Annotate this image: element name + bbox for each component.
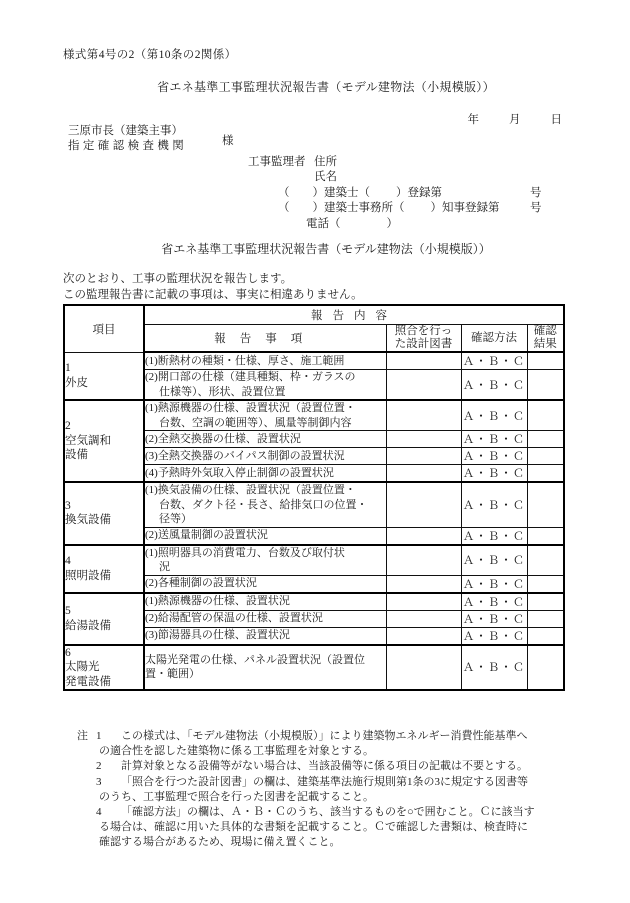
date-year: 年 (467, 114, 479, 126)
item-line: 太陽光発電の仕様、パネル設置状況（設置 (145, 653, 354, 666)
supervision-report-table (63, 304, 565, 691)
method-cell[interactable]: Ａ・Ｂ・Ｃ (461, 370, 527, 401)
header-method: 確認方法 (461, 325, 527, 353)
report-item-cell (144, 352, 386, 370)
header-result: 確認 結果 (527, 325, 564, 353)
report-item-cell (144, 545, 386, 576)
note-body (99, 775, 573, 805)
section-name-line: 給湯設備 (65, 619, 111, 632)
reference-doc-cell[interactable] (386, 593, 461, 611)
method-cell[interactable]: Ａ・Ｂ・Ｃ (461, 627, 527, 645)
reference-doc-cell[interactable] (386, 482, 461, 527)
note-line: る場合は、確認に用いた具体的な書類を記載すること。Ｃで確認した書類は、検査時に (99, 821, 528, 834)
addressee-honorific: 様 (222, 135, 234, 147)
item-line: (1)断熱材の種類・仕様、厚さ、施工範囲 (145, 354, 345, 367)
note-item (63, 729, 573, 759)
item-line: 位置・範囲） (145, 653, 365, 681)
report-item-cell (144, 400, 386, 431)
notes-label: 注 (77, 730, 88, 742)
supervisor-address-row (248, 155, 500, 170)
result-cell[interactable] (527, 575, 564, 593)
supervisor-name-row (248, 170, 500, 185)
method-cell[interactable]: Ａ・Ｂ・Ｃ (461, 482, 527, 527)
table-row (64, 482, 564, 527)
item-line: (3)全熱交換器のバイパス制御の設置状況 (145, 449, 345, 462)
supervisor-architect-row (248, 186, 542, 201)
table-row (64, 593, 564, 611)
section-name-line: 空気調和 (65, 434, 111, 447)
supervisor-block (248, 155, 542, 232)
date-day: 日 (550, 114, 562, 126)
table-row (64, 645, 564, 691)
result-cell[interactable] (527, 610, 564, 627)
intro-text (63, 272, 363, 303)
method-cell[interactable]: Ａ・Ｂ・Ｃ (461, 400, 527, 431)
section-category (64, 593, 144, 645)
method-cell[interactable]: Ａ・Ｂ・Ｃ (461, 575, 527, 593)
item-line: (1)照明器具の消費電力、台数及び取付状 (145, 546, 345, 559)
section-number: 2 (65, 420, 71, 433)
intro-line-2: この監理報告書に記載の事項は、事実に相違ありません。 (63, 288, 363, 301)
notes-block (63, 729, 573, 851)
report-item-cell (144, 448, 386, 465)
item-line: (1)熱源機器の仕様、設置状況（設置位置・ (145, 402, 356, 414)
note-line: 「照合を行つた設計図書」の欄は、建築基準法施行規則第1条の3に規定する図書等 (121, 775, 528, 788)
reference-doc-cell[interactable] (386, 448, 461, 465)
header-item: 項目 (64, 305, 144, 352)
item-line: 仕様等）、形状、設置位置 (159, 385, 286, 398)
office-number-unit: 号 (530, 202, 542, 215)
report-item-cell (144, 370, 386, 401)
item-line: (1)換気設備の仕様、設置状況（設置位置・ (145, 484, 356, 496)
reference-doc-cell[interactable] (386, 370, 461, 401)
table-row (64, 352, 564, 370)
supervisor-tel-row (248, 217, 500, 232)
form-number: 様式第4号の2（第10条の2関係） (63, 49, 237, 61)
note-number: 2 (96, 760, 102, 773)
section-name-line: 発電設備 (65, 675, 111, 688)
method-cell[interactable]: Ａ・Ｂ・Ｃ (461, 431, 527, 448)
reference-doc-cell[interactable] (386, 527, 461, 545)
section-category (64, 645, 144, 691)
report-item-cell (144, 575, 386, 593)
intro-line-1: 次のとおり、工事の監理状況を報告します。 (63, 273, 293, 285)
method-cell[interactable]: Ａ・Ｂ・Ｃ (461, 465, 527, 483)
document-title-repeat: 省エネ基準工事監理状況報告書（モデル建物法（小規模版）） (161, 242, 491, 256)
reference-doc-cell[interactable] (386, 545, 461, 576)
method-cell[interactable]: Ａ・Ｂ・Ｃ (461, 352, 527, 370)
section-name-line: 外皮 (65, 376, 88, 389)
report-item-cell (144, 593, 386, 611)
section-number: 5 (65, 605, 71, 617)
architect-paren-2 (370, 186, 396, 201)
section-number: 6 (65, 646, 71, 659)
result-cell[interactable] (527, 352, 564, 370)
result-cell[interactable] (527, 482, 564, 527)
supervisor-address-label: 住所 (314, 156, 337, 168)
reference-doc-cell[interactable] (386, 465, 461, 483)
method-cell[interactable]: Ａ・Ｂ・Ｃ (461, 527, 527, 545)
header-reference-doc: 照合を行っ た設計図書 (386, 325, 461, 353)
office-paren: （ ） (278, 202, 324, 215)
report-item-cell (144, 610, 386, 627)
note-item (63, 759, 573, 774)
office-reg-text: ）知事登録第 (430, 202, 500, 215)
result-cell[interactable] (527, 593, 564, 611)
item-line: (2)送風量制御の設置状況 (145, 529, 268, 542)
section-category (64, 482, 144, 545)
item-line: 台数、空調の範囲等）、風量等制御内容 (159, 416, 352, 429)
result-cell[interactable] (527, 545, 564, 576)
header-report-matter: 報告事項 (144, 325, 386, 353)
section-number: 1 (65, 362, 71, 375)
note-item (63, 805, 573, 851)
item-line: 況 (159, 561, 170, 573)
report-item-cell (144, 527, 386, 545)
architect-number-unit: 号 (530, 186, 542, 199)
date-line (468, 111, 563, 127)
item-line: (3)節湯器具の仕様、設置状況 (145, 629, 290, 642)
section-number: 4 (65, 555, 71, 567)
table-header-row-1 (64, 305, 564, 325)
supervisor-role-label: 工事監理者 (248, 156, 306, 168)
section-category (64, 400, 144, 482)
report-item-cell (144, 465, 386, 483)
architect-reg-text: ）登録第 (396, 186, 442, 199)
result-cell[interactable] (527, 527, 564, 545)
report-item-cell (144, 482, 386, 527)
date-month: 月 (509, 114, 521, 126)
reference-doc-cell[interactable] (386, 575, 461, 593)
reference-doc-cell[interactable] (386, 645, 461, 691)
note-number: 1 (96, 730, 102, 742)
method-cell[interactable]: Ａ・Ｂ・Ｃ (461, 645, 527, 691)
supervisor-office-row (248, 201, 542, 216)
note-line: 確認する場合があるため、現場に備え置くこと。 (99, 836, 341, 849)
addressee-block (68, 124, 187, 154)
report-item-cell (144, 627, 386, 645)
office-paren-2 (405, 201, 431, 216)
section-category (64, 545, 144, 593)
note-body (99, 729, 573, 759)
header-report-content: 報告内容 (144, 305, 564, 325)
note-body (109, 759, 573, 774)
report-item-cell (144, 645, 386, 691)
note-line: 「確認方法」の欄は、Ａ・Ｂ・Ｃのうち、該当するものを○で囲むこと。Ｃに該当す (121, 806, 535, 819)
method-cell[interactable]: Ａ・Ｂ・Ｃ (461, 545, 527, 576)
result-cell[interactable] (527, 370, 564, 401)
note-item (63, 775, 573, 805)
table-row (64, 400, 564, 431)
supervisor-name-label: 氏名 (314, 171, 337, 184)
note-number: 4 (96, 806, 102, 819)
item-line: (2)各種制御の設置状況 (145, 577, 257, 590)
section-name-line: 照明設備 (65, 569, 111, 582)
method-cell[interactable]: Ａ・Ｂ・Ｃ (461, 593, 527, 611)
item-line: (4)予熱時外気取入停止制御の設置状況 (145, 466, 334, 479)
note-body (99, 805, 573, 851)
item-line: (2)全熱交換器の仕様、設置状況 (145, 432, 301, 445)
addressee-line-2: 指定確認検査機関 (68, 140, 188, 152)
report-item-cell (144, 431, 386, 448)
office-text: 建築士事務所（ (324, 202, 405, 215)
architect-text: 建築士（ (324, 186, 370, 199)
table-row (64, 545, 564, 576)
item-line: 径等） (159, 513, 192, 525)
result-cell[interactable] (527, 645, 564, 691)
supervisor-tel-label: 電話（ ） (306, 217, 398, 230)
section-name-line: 設備 (65, 449, 88, 462)
architect-paren: （ ） (278, 186, 324, 199)
addressee-line-1: 三原市長（建築主事） (68, 125, 183, 137)
result-cell[interactable] (527, 400, 564, 431)
result-cell[interactable] (527, 627, 564, 645)
item-line: 台数、ダクト径・長さ、給排気口の位置・ (159, 498, 368, 511)
reference-doc-cell[interactable] (386, 431, 461, 448)
method-cell[interactable]: Ａ・Ｂ・Ｃ (461, 610, 527, 627)
result-cell[interactable] (527, 431, 564, 448)
note-line: この様式は、「モデル建物法（小規模版）」により建築物エネルギー消費性能基準へ (121, 730, 528, 742)
reference-doc-cell[interactable] (386, 627, 461, 645)
note-line: の適合性を認した建築物に係る工事監理を対象とする。 (99, 745, 374, 758)
note-line: のうち、工事監理で照合を行った図書を記載すること。 (99, 790, 374, 803)
note-number: 3 (96, 775, 102, 788)
document-title: 省エネ基準工事監理状況報告書（モデル建物法（小規模版）） (157, 80, 495, 94)
item-line: (2)給湯配管の保温の仕様、設置状況 (145, 612, 323, 625)
item-line: (2)開口部の仕様（建具種類、枠・ガラスの (145, 371, 356, 383)
section-number: 3 (65, 499, 71, 512)
result-cell[interactable] (527, 465, 564, 483)
method-cell[interactable]: Ａ・Ｂ・Ｃ (461, 448, 527, 465)
reference-doc-cell[interactable] (386, 610, 461, 627)
item-line: (1)熱源機器の仕様、設置状況 (145, 595, 290, 608)
section-category (64, 352, 144, 400)
result-cell[interactable] (527, 448, 564, 465)
reference-doc-cell[interactable] (386, 352, 461, 370)
section-name-line: 換気設備 (65, 514, 111, 527)
note-line: 計算対象となる設備等がない場合は、当該設備等に係る項目の記載は不要とする。 (121, 760, 528, 773)
reference-doc-cell[interactable] (386, 400, 461, 431)
section-name-line: 太陽光 (65, 661, 100, 673)
